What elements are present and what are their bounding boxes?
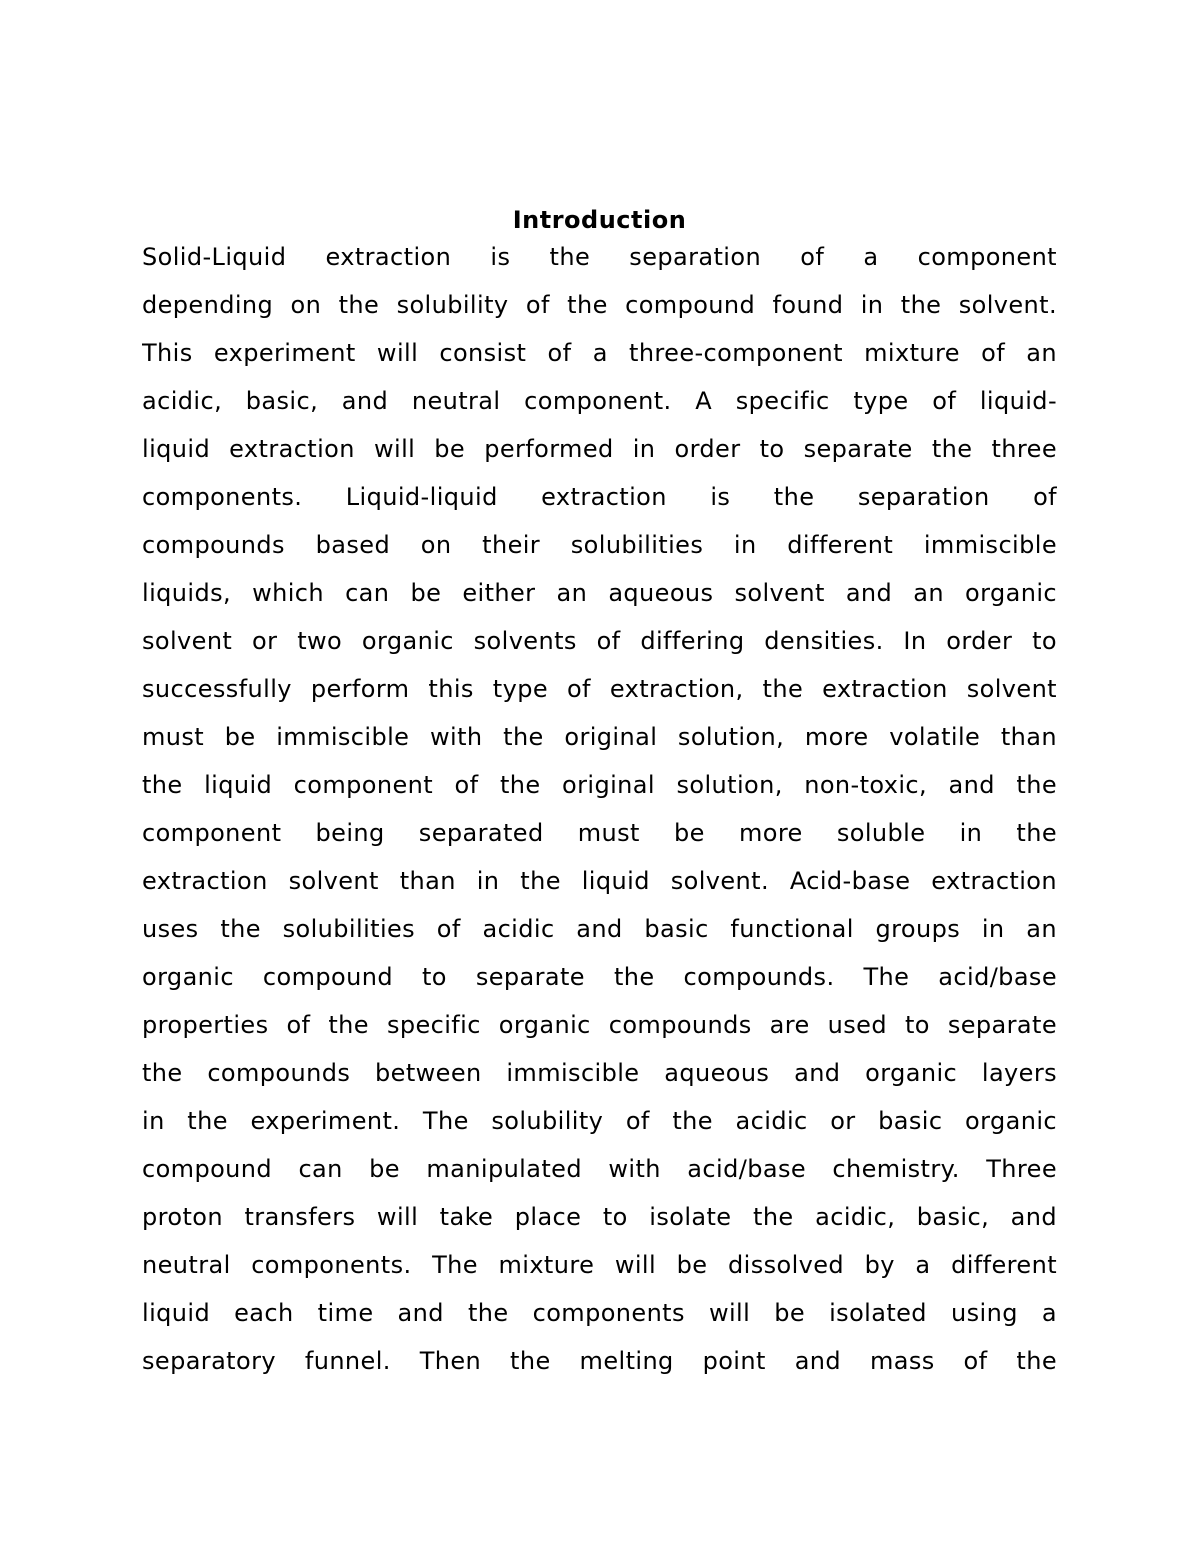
paragraph-line: solvent or two organic solvents of differing densities. In order to: [142, 627, 1057, 655]
paragraph-line: successfully perform this type of extraction, the extraction solvent: [142, 675, 1057, 703]
paragraph-line: Solid-Liquid extraction is the separation of a component: [142, 243, 1057, 271]
paragraph-line: organic compound to separate the compounds. The acid/base: [142, 963, 1057, 991]
paragraph-line: the liquid component of the original solution, non-toxic, and the: [142, 771, 1057, 799]
introduction-paragraph: [142, 233, 1057, 1385]
paragraph-line: proton transfers will take place to isolate the acidic, basic, and: [142, 1203, 1057, 1231]
paragraph-line: separatory funnel. Then the melting point and mass of the: [142, 1347, 1057, 1375]
paragraph-line: This experiment will consist of a three-component mixture of an: [142, 339, 1057, 367]
paragraph-line: extraction solvent than in the liquid solvent. Acid-base extraction: [142, 867, 1057, 895]
paragraph-line: liquid each time and the components will be isolated using a: [142, 1299, 1057, 1327]
paragraph-line: liquids, which can be either an aqueous solvent and an organic: [142, 579, 1057, 607]
document-body: [142, 200, 1057, 1385]
paragraph-line: component being separated must be more soluble in the: [142, 819, 1057, 847]
paragraph-line: in the experiment. The solubility of the acidic or basic organic: [142, 1107, 1057, 1135]
paragraph-line: compounds based on their solubilities in different immiscible: [142, 531, 1057, 559]
paragraph-line: components. Liquid-liquid extraction is the separation of: [142, 483, 1057, 511]
paragraph-line: acidic, basic, and neutral component. A specific type of liquid-: [142, 387, 1057, 415]
paragraph-line: compound can be manipulated with acid/base chemistry. Three: [142, 1155, 1057, 1183]
paragraph-line: the compounds between immiscible aqueous and organic layers: [142, 1059, 1057, 1087]
paragraph-line: depending on the solubility of the compound found in the solvent.: [142, 291, 1057, 319]
document-title: Introduction: [512, 206, 687, 234]
paragraph-line: uses the solubilities of acidic and basic functional groups in an: [142, 915, 1057, 943]
paragraph-line: liquid extraction will be performed in order to separate the three: [142, 435, 1057, 463]
paragraph-line: must be immiscible with the original solution, more volatile than: [142, 723, 1057, 751]
paragraph-line: neutral components. The mixture will be dissolved by a different: [142, 1251, 1057, 1279]
paragraph-line: properties of the specific organic compounds are used to separate: [142, 1011, 1057, 1039]
